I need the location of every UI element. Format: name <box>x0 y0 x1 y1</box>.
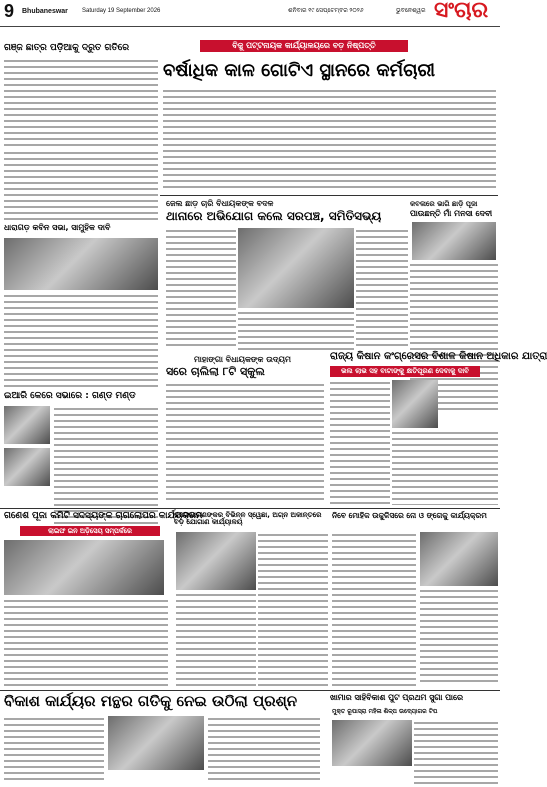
mid-kicker: ଜେଲ ଛାଡ଼ ଚାରି ବିଧାୟକଙ୍କ ବଦଳ <box>166 199 274 208</box>
ganesh-body <box>4 598 168 686</box>
left1-headline: ଗଞ୍ଜ ଛାତ୍ର ପଡ଼ିଆକୁ ଦ୍ରୁତ ଗତିରେ <box>4 43 130 53</box>
edition-odia: ଭୁବନେଶ୍ୱର <box>396 8 426 14</box>
center-headline: ସରେ ଚାଲିଲା ୮ଟି ସ୍କୁଲ <box>166 365 265 378</box>
rajya-kicker: ଭଲ ଲାଭ ସହ ବାଟାଙ୍କୁ କ୍ଷତିପୂରଣ ଦେବାକୁ ଦାବି <box>330 366 480 377</box>
divider-3 <box>0 690 500 691</box>
divider-2 <box>0 508 500 509</box>
bottom-body-2 <box>208 716 320 784</box>
right-headline: ପାଉଛନ୍ତି ମାଁ ମନସା ଦେବୀ <box>410 209 493 218</box>
mid2-body-2 <box>176 592 256 686</box>
bottom-right-kicker: ମୁକ୍ତ ରୂପାସ୍ରା ମହିଳା ଶିଳ୍ପ ଉଦ୍ୟୋଗର ଟିପ <box>332 708 438 715</box>
left3-photo-2 <box>4 448 50 486</box>
ganesh-kicker: ଲାଇଫ ଇନ ଅଡ଼ିସେୟ ସମ୍ପର୍କରେ <box>20 526 160 536</box>
mid-photo <box>238 228 354 308</box>
left-story-body <box>4 150 158 220</box>
right2-photo <box>420 532 498 586</box>
right2-headline: ନିବେ ମୋହିକ ଉକୁଳିସରେ ନୋ ଓ ଙ୍ଗେକୁ କାର୍ଯ୍ୟକ୍ରମ <box>332 511 487 520</box>
issue-date: Saturday 19 September 2026 <box>82 8 161 14</box>
mid-body-3 <box>356 228 408 350</box>
left2-headline: ଧାରାଗଡ଼ କବିନ ସଭା, ସାମୁହିକ ଦାବି <box>4 223 111 232</box>
issue-date-odia: ଶନିବାର ୧୯ ସେପ୍ଟେମ୍ବର ୨୦୨୬ <box>288 8 364 14</box>
bottom-right-body <box>414 720 498 784</box>
ganesh-photo <box>4 540 164 595</box>
center-body <box>166 382 324 502</box>
rajya-body-1 <box>330 380 390 505</box>
left-photo <box>4 238 158 290</box>
mid-body-2 <box>238 310 354 350</box>
bottom-photo <box>108 716 204 770</box>
mid-headline: ଥାନାରେ ଅଭିଯୋଗ କଲେ ସରପଞ୍ଚ, ସମିତିସଭ୍ୟ <box>166 209 382 223</box>
mid2-photo <box>176 532 256 590</box>
top-story-body <box>163 88 496 190</box>
bottom-headline: ବିକାଶ କାର୍ଯ୍ୟର ମନ୍ଥର ଗତିକୁ ନେଇ ଉଠିଲା ପ୍ରଶ୍ନ <box>4 692 298 710</box>
rajya-photo <box>392 380 438 428</box>
rajya-body-2 <box>392 430 498 505</box>
edition-city: Bhubaneswar <box>22 8 68 15</box>
page-number: 9 <box>4 1 15 21</box>
rajya-headline: ରାଜ୍ୟ କିଷାନ କଂଗ୍ରେସର ବିଶାଳ କିଷାନ ଅଧିକାର ଯାତ୍ରା <box>330 351 547 362</box>
right2-body-2 <box>420 588 498 686</box>
mid-body-1 <box>166 228 236 348</box>
right-photo <box>412 222 496 260</box>
left3-photo-1 <box>4 406 50 444</box>
top-headline: ବର୍ଷାଧିକ କାଳ ଗୋଟିଏ ସ୍ଥାନରେ କର୍ମଚାରୀ <box>163 60 436 81</box>
center-kicker: ମାହାଙ୍ଗା ବିଧାୟକଙ୍କ ଉଦ୍ୟମ <box>194 355 291 364</box>
ganesh-headline: ଗଣେଶ ପୂଜା କମିଟି ସଦସ୍ୟଙ୍କ ଚାଗଲୋପର କାର୍ଯ୍ୟକ୍ରମ <box>4 511 203 521</box>
top-kicker: ବିଜୁ ପଟ୍ଟନାୟକ କାର୍ଯ୍ୟାଳୟରେ ବଡ଼ ନିଷ୍ପତ୍ତି <box>200 40 408 52</box>
masthead <box>0 0 500 27</box>
mid2-body <box>258 532 328 686</box>
brand-logo: ସଂଚାର <box>434 0 489 23</box>
bottom-body-1 <box>4 716 104 784</box>
bottom-right-photo <box>332 720 412 766</box>
bottom-right-headline: ଖାମାର ସାହିବିକାଶ ପୁଟ ପ୍ରଥମ ସୁଗା ପାରେ <box>330 693 464 702</box>
right-kicker: କବଳାରେ ଭାଗି ଛାଡ଼ି ପୂଜା <box>410 200 478 208</box>
divider <box>160 195 498 196</box>
left3-headline: ଇଆରି କେରେ ସଭାରେ : ଗଣ୍ଡ ମଣ୍ଡ <box>4 391 136 401</box>
left1-body <box>4 58 158 148</box>
right2-body <box>332 532 416 686</box>
mid2-headline: ଜନସାଧାରଣଙ୍କର ବିଭିନ୍ନ ସ୍ୱେଛା, ଅଗ୍ନ ଅକାନ୍ତରେ ବଡ଼ ଯୋଗାଣ କାର୍ଯ୍ୟାଳୟ <box>174 511 322 527</box>
left2-body <box>4 293 158 388</box>
